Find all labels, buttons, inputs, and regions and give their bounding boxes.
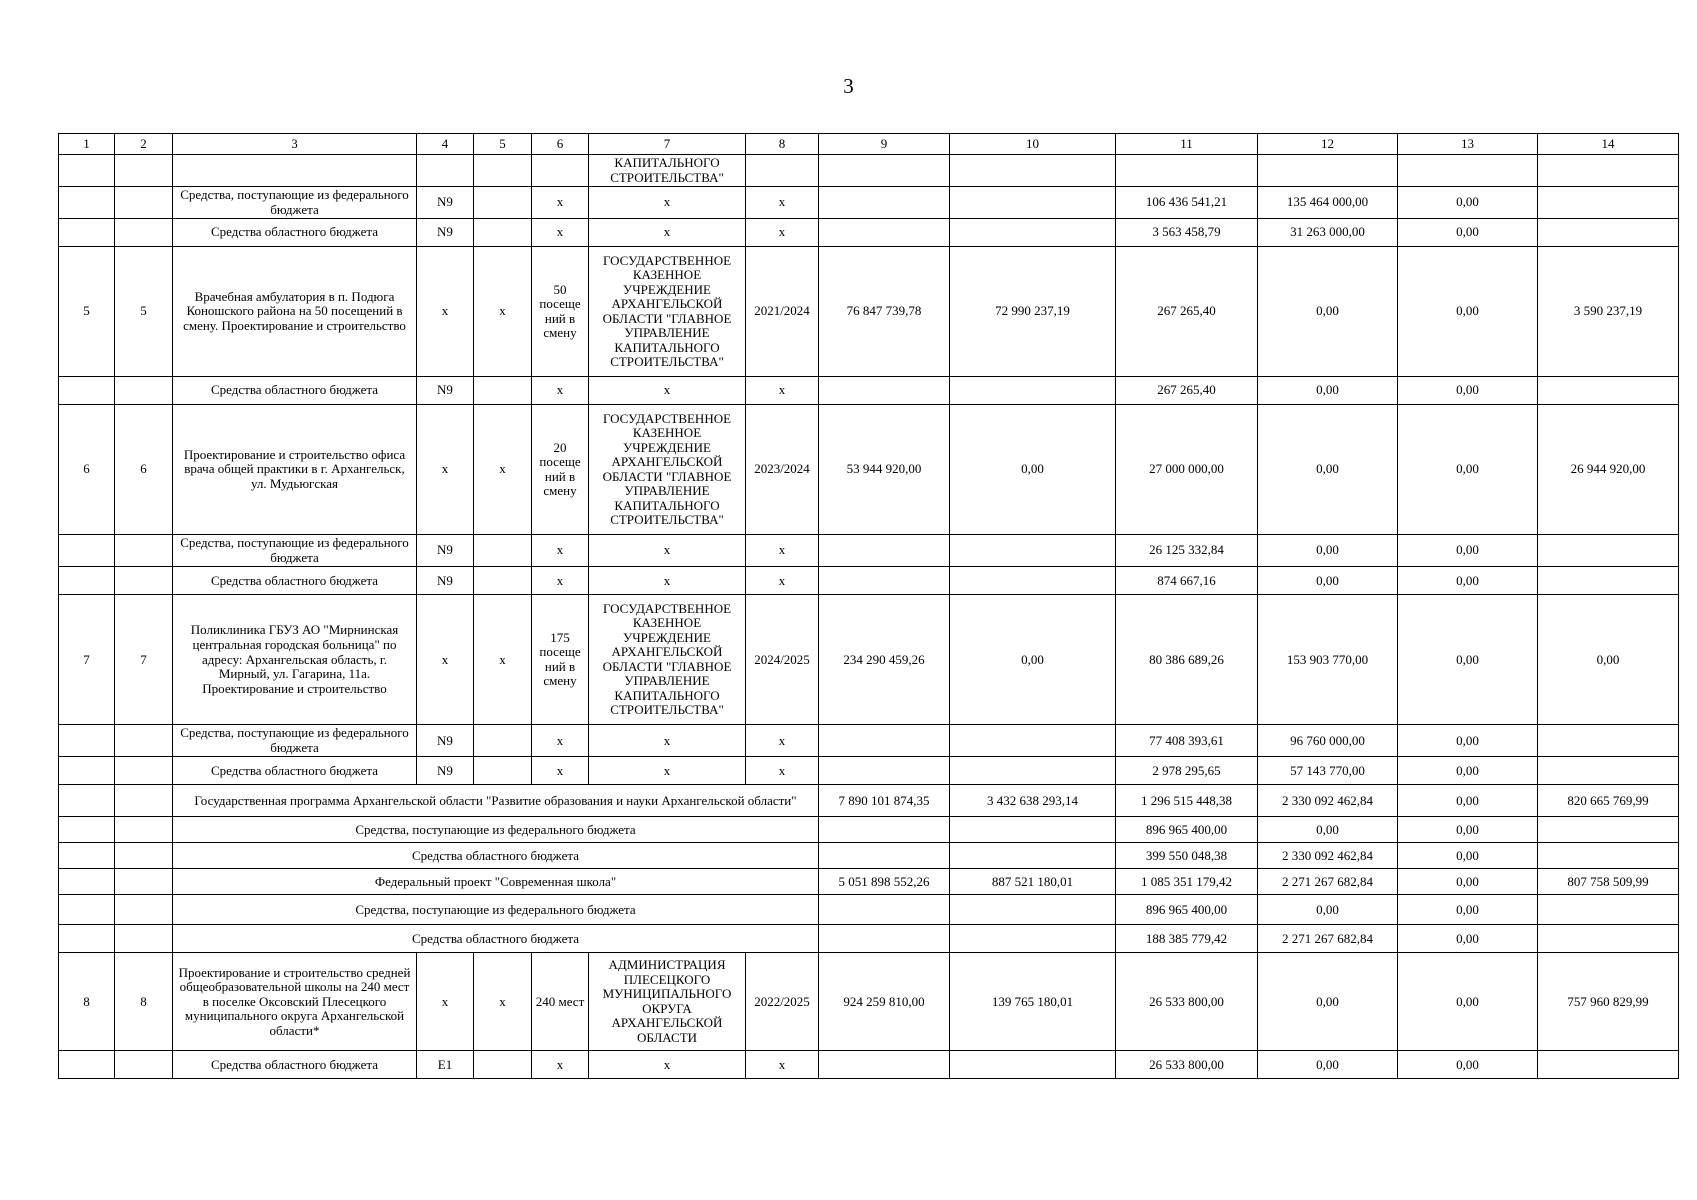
amount-cell: 0,00 bbox=[1398, 219, 1538, 247]
capacity-cell: 50 посеще ний в смену bbox=[532, 247, 589, 377]
amount-cell: 0,00 bbox=[1398, 535, 1538, 567]
period-cell: х bbox=[746, 377, 819, 405]
customer-cell: х bbox=[589, 377, 746, 405]
funding-source-cell: Средства, поступающие из федерального бюджета bbox=[173, 535, 417, 567]
table-row bbox=[59, 247, 1679, 377]
amount-cell: 0,00 bbox=[1398, 817, 1538, 843]
project-title-cell: Федеральный проект "Современная школа" bbox=[173, 869, 819, 895]
funding-source-cell: Средства областного бюджета bbox=[173, 757, 417, 785]
amount-cell: 2 271 267 682,84 bbox=[1258, 925, 1398, 953]
table-row bbox=[59, 925, 1679, 953]
amount-cell: 0,00 bbox=[1398, 925, 1538, 953]
page-number: 3 bbox=[843, 74, 854, 98]
table-row bbox=[59, 219, 1679, 247]
amount-cell: 96 760 000,00 bbox=[1258, 725, 1398, 757]
amount-cell: 31 263 000,00 bbox=[1258, 219, 1398, 247]
funding-source-cell: Средства областного бюджета bbox=[173, 377, 417, 405]
program-title-cell: Государственная программа Архангельской области "Развитие образования и науки Архангельской области" bbox=[173, 785, 819, 817]
capacity-cell: х bbox=[532, 187, 589, 219]
funding-source-cell: Средства областного бюджета bbox=[173, 219, 417, 247]
amount-cell: 3 590 237,19 bbox=[1538, 247, 1679, 377]
amount-cell: 924 259 810,00 bbox=[819, 953, 950, 1051]
table-row bbox=[59, 595, 1679, 725]
table-row bbox=[59, 725, 1679, 757]
amount-cell: 0,00 bbox=[1398, 953, 1538, 1051]
table-row bbox=[59, 953, 1679, 1051]
object-number-cell: 8 bbox=[115, 953, 173, 1051]
amount-cell: 2 330 092 462,84 bbox=[1258, 843, 1398, 869]
code-cell: N9 bbox=[417, 757, 474, 785]
amount-cell: 887 521 180,01 bbox=[950, 869, 1116, 895]
object-number-cell: 6 bbox=[115, 405, 173, 535]
object-name-cell: Врачебная амбулатория в п. Подюга Коношского района на 50 посещений в смену. Проектирование и строительство bbox=[173, 247, 417, 377]
column-number: 1 bbox=[59, 134, 115, 155]
amount-cell: 0,00 bbox=[1398, 567, 1538, 595]
code-cell: N9 bbox=[417, 567, 474, 595]
code-cell: N9 bbox=[417, 377, 474, 405]
column-number: 11 bbox=[1116, 134, 1258, 155]
table-row bbox=[59, 405, 1679, 535]
object-number-cell: 7 bbox=[115, 595, 173, 725]
column-number: 8 bbox=[746, 134, 819, 155]
amount-cell: 53 944 920,00 bbox=[819, 405, 950, 535]
customer-cell: ГОСУДАРСТВЕННОЕ КАЗЕННОЕ УЧРЕЖДЕНИЕ АРХАНГЕЛЬСКОЙ ОБЛАСТИ "ГЛАВНОЕ УПРАВЛЕНИЕ КАПИТАЛЬНОГО СТРОИТЕЛЬСТВА" bbox=[589, 405, 746, 535]
funding-source-cell: Средства областного бюджета bbox=[173, 567, 417, 595]
object-name-cell: Проектирование и строительство офиса врача общей практики в г. Архангельск, ул. Мудьюгская bbox=[173, 405, 417, 535]
capacity-cell: 240 мест bbox=[532, 953, 589, 1051]
column-number-row bbox=[59, 134, 1679, 155]
object-number-cell: 5 bbox=[115, 247, 173, 377]
amount-cell: 26 533 800,00 bbox=[1116, 1051, 1258, 1079]
code-cell: N9 bbox=[417, 535, 474, 567]
table-row bbox=[59, 155, 1679, 187]
amount-cell: 26 944 920,00 bbox=[1538, 405, 1679, 535]
amount-cell: 0,00 bbox=[1398, 843, 1538, 869]
amount-cell: 72 990 237,19 bbox=[950, 247, 1116, 377]
amount-cell: 0,00 bbox=[1258, 1051, 1398, 1079]
table-row bbox=[59, 757, 1679, 785]
amount-cell: 0,00 bbox=[1398, 895, 1538, 925]
capacity-cell: х bbox=[532, 567, 589, 595]
row-number-cell: 8 bbox=[59, 953, 115, 1051]
code-cell: N9 bbox=[417, 187, 474, 219]
amount-cell: 807 758 509,99 bbox=[1538, 869, 1679, 895]
period-cell: х bbox=[746, 219, 819, 247]
amount-cell: 0,00 bbox=[950, 405, 1116, 535]
amount-cell: 2 271 267 682,84 bbox=[1258, 869, 1398, 895]
customer-cell: х bbox=[589, 725, 746, 757]
period-cell: 2022/2025 bbox=[746, 953, 819, 1051]
amount-cell: 27 000 000,00 bbox=[1116, 405, 1258, 535]
amount-cell: 0,00 bbox=[1258, 247, 1398, 377]
row-number-cell: 7 bbox=[59, 595, 115, 725]
column-number: 13 bbox=[1398, 134, 1538, 155]
amount-cell: 2 330 092 462,84 bbox=[1258, 785, 1398, 817]
amount-cell: 106 436 541,21 bbox=[1116, 187, 1258, 219]
capacity-cell: 20 посеще ний в смену bbox=[532, 405, 589, 535]
amount-cell: 234 290 459,26 bbox=[819, 595, 950, 725]
amount-cell: 820 665 769,99 bbox=[1538, 785, 1679, 817]
amount-cell: 874 667,16 bbox=[1116, 567, 1258, 595]
amount-cell: 267 265,40 bbox=[1116, 247, 1258, 377]
amount-cell: 399 550 048,38 bbox=[1116, 843, 1258, 869]
customer-cell: х bbox=[589, 567, 746, 595]
column-number: 4 bbox=[417, 134, 474, 155]
customer-cell: х bbox=[589, 757, 746, 785]
amount-cell: 0,00 bbox=[1398, 869, 1538, 895]
column-number: 6 bbox=[532, 134, 589, 155]
amount-cell: 0,00 bbox=[1258, 895, 1398, 925]
amount-cell: 57 143 770,00 bbox=[1258, 757, 1398, 785]
table-row bbox=[59, 567, 1679, 595]
amount-cell: 3 563 458,79 bbox=[1116, 219, 1258, 247]
column-number: 3 bbox=[173, 134, 417, 155]
column-number: 12 bbox=[1258, 134, 1398, 155]
amount-cell: 1 296 515 448,38 bbox=[1116, 785, 1258, 817]
period-cell: х bbox=[746, 567, 819, 595]
capacity-cell: х bbox=[532, 219, 589, 247]
amount-cell: 188 385 779,42 bbox=[1116, 925, 1258, 953]
period-cell: х bbox=[746, 757, 819, 785]
table-row bbox=[59, 1051, 1679, 1079]
amount-cell: 0,00 bbox=[1258, 405, 1398, 535]
amount-cell: 0,00 bbox=[1398, 187, 1538, 219]
table-row bbox=[59, 843, 1679, 869]
amount-cell: 0,00 bbox=[950, 595, 1116, 725]
customer-cell: АДМИНИСТРАЦИЯ ПЛЕСЕЦКОГО МУНИЦИПАЛЬНОГО ОКРУГА АРХАНГЕЛЬСКОЙ ОБЛАСТИ bbox=[589, 953, 746, 1051]
object-name-cell: Поликлиника ГБУЗ АО "Мирнинская центральная городская больница" по адресу: Архангельская область, г. Мирный, ул. Гагарина, 11а. Проектирование и строительство bbox=[173, 595, 417, 725]
customer-cell: х bbox=[589, 535, 746, 567]
funding-source-cell: Средства областного бюджета bbox=[173, 1051, 417, 1079]
funding-source-cell: Средства областного бюджета bbox=[173, 843, 819, 869]
amount-cell: 0,00 bbox=[1398, 1051, 1538, 1079]
period-cell: 2023/2024 bbox=[746, 405, 819, 535]
period-cell: х bbox=[746, 725, 819, 757]
code-cell: х bbox=[474, 405, 532, 535]
period-cell: х bbox=[746, 1051, 819, 1079]
amount-cell: 0,00 bbox=[1258, 377, 1398, 405]
column-number: 5 bbox=[474, 134, 532, 155]
row-number-cell: 5 bbox=[59, 247, 115, 377]
amount-cell: 0,00 bbox=[1398, 247, 1538, 377]
amount-cell: 153 903 770,00 bbox=[1258, 595, 1398, 725]
table-row bbox=[59, 817, 1679, 843]
amount-cell: 0,00 bbox=[1398, 377, 1538, 405]
amount-cell: 0,00 bbox=[1398, 595, 1538, 725]
funding-source-cell: Средства, поступающие из федерального бюджета bbox=[173, 187, 417, 219]
customer-cell: х bbox=[589, 219, 746, 247]
funding-source-cell: Средства, поступающие из федерального бюджета bbox=[173, 817, 819, 843]
column-number: 2 bbox=[115, 134, 173, 155]
funding-source-cell: Средства областного бюджета bbox=[173, 925, 819, 953]
investment-table bbox=[58, 133, 1679, 1079]
amount-cell: 0,00 bbox=[1258, 953, 1398, 1051]
capacity-cell: х bbox=[532, 377, 589, 405]
capacity-cell: х bbox=[532, 725, 589, 757]
period-cell: 2024/2025 bbox=[746, 595, 819, 725]
period-cell: 2021/2024 bbox=[746, 247, 819, 377]
capacity-cell: х bbox=[532, 535, 589, 567]
amount-cell: 80 386 689,26 bbox=[1116, 595, 1258, 725]
customer-cell: ГОСУДАРСТВЕННОЕ КАЗЕННОЕ УЧРЕЖДЕНИЕ АРХАНГЕЛЬСКОЙ ОБЛАСТИ "ГЛАВНОЕ УПРАВЛЕНИЕ КАПИТАЛЬНОГО СТРОИТЕЛЬСТВА" bbox=[589, 247, 746, 377]
amount-cell: 896 965 400,00 bbox=[1116, 895, 1258, 925]
amount-cell: 135 464 000,00 bbox=[1258, 187, 1398, 219]
customer-cell: х bbox=[589, 1051, 746, 1079]
code-cell: х bbox=[474, 247, 532, 377]
column-number: 14 bbox=[1538, 134, 1679, 155]
amount-cell: 896 965 400,00 bbox=[1116, 817, 1258, 843]
table-row bbox=[59, 785, 1679, 817]
object-name-cell: Проектирование и строительство средней общеобразовательной школы на 240 мест в поселке Оксовский Плесецкого муниципального округа Архангельской области* bbox=[173, 953, 417, 1051]
amount-cell: 7 890 101 874,35 bbox=[819, 785, 950, 817]
code-cell: х bbox=[417, 247, 474, 377]
amount-cell: 0,00 bbox=[1398, 785, 1538, 817]
column-number: 7 bbox=[589, 134, 746, 155]
table-row bbox=[59, 895, 1679, 925]
amount-cell: 0,00 bbox=[1398, 757, 1538, 785]
amount-cell: 76 847 739,78 bbox=[819, 247, 950, 377]
amount-cell: 0,00 bbox=[1398, 725, 1538, 757]
table-row bbox=[59, 869, 1679, 895]
customer-cell: ГОСУДАРСТВЕННОЕ КАЗЕННОЕ УЧРЕЖДЕНИЕ АРХАНГЕЛЬСКОЙ ОБЛАСТИ "ГЛАВНОЕ УПРАВЛЕНИЕ КАПИТАЛЬНОГО СТРОИТЕЛЬСТВА" bbox=[589, 595, 746, 725]
column-number: 9 bbox=[819, 134, 950, 155]
code-cell: N9 bbox=[417, 725, 474, 757]
capacity-cell: 175 посеще ний в смену bbox=[532, 595, 589, 725]
amount-cell: 0,00 bbox=[1258, 817, 1398, 843]
column-number: 10 bbox=[950, 134, 1116, 155]
amount-cell: 757 960 829,99 bbox=[1538, 953, 1679, 1051]
capacity-cell: х bbox=[532, 757, 589, 785]
period-cell: х bbox=[746, 187, 819, 219]
table-row bbox=[59, 377, 1679, 405]
customer-cell: х bbox=[589, 187, 746, 219]
amount-cell: 0,00 bbox=[1398, 405, 1538, 535]
amount-cell: 0,00 bbox=[1258, 535, 1398, 567]
customer-cell: КАПИТАЛЬНОГО СТРОИТЕЛЬСТВА" bbox=[589, 155, 746, 187]
code-cell: х bbox=[417, 405, 474, 535]
amount-cell: 0,00 bbox=[1538, 595, 1679, 725]
amount-cell: 26 533 800,00 bbox=[1116, 953, 1258, 1051]
code-cell: х bbox=[474, 595, 532, 725]
amount-cell: 26 125 332,84 bbox=[1116, 535, 1258, 567]
amount-cell: 5 051 898 552,26 bbox=[819, 869, 950, 895]
code-cell: N9 bbox=[417, 219, 474, 247]
amount-cell: 2 978 295,65 bbox=[1116, 757, 1258, 785]
code-cell: х bbox=[474, 953, 532, 1051]
capacity-cell: х bbox=[532, 1051, 589, 1079]
amount-cell: 77 408 393,61 bbox=[1116, 725, 1258, 757]
code-cell: х bbox=[417, 595, 474, 725]
amount-cell: 0,00 bbox=[1258, 567, 1398, 595]
funding-source-cell: Средства, поступающие из федерального бюджета bbox=[173, 725, 417, 757]
amount-cell: 1 085 351 179,42 bbox=[1116, 869, 1258, 895]
amount-cell: 267 265,40 bbox=[1116, 377, 1258, 405]
code-cell: х bbox=[417, 953, 474, 1051]
amount-cell: 3 432 638 293,14 bbox=[950, 785, 1116, 817]
funding-source-cell: Средства, поступающие из федерального бюджета bbox=[173, 895, 819, 925]
table-row bbox=[59, 535, 1679, 567]
table-row bbox=[59, 187, 1679, 219]
code-cell: Е1 bbox=[417, 1051, 474, 1079]
period-cell: х bbox=[746, 535, 819, 567]
amount-cell: 139 765 180,01 bbox=[950, 953, 1116, 1051]
row-number-cell: 6 bbox=[59, 405, 115, 535]
